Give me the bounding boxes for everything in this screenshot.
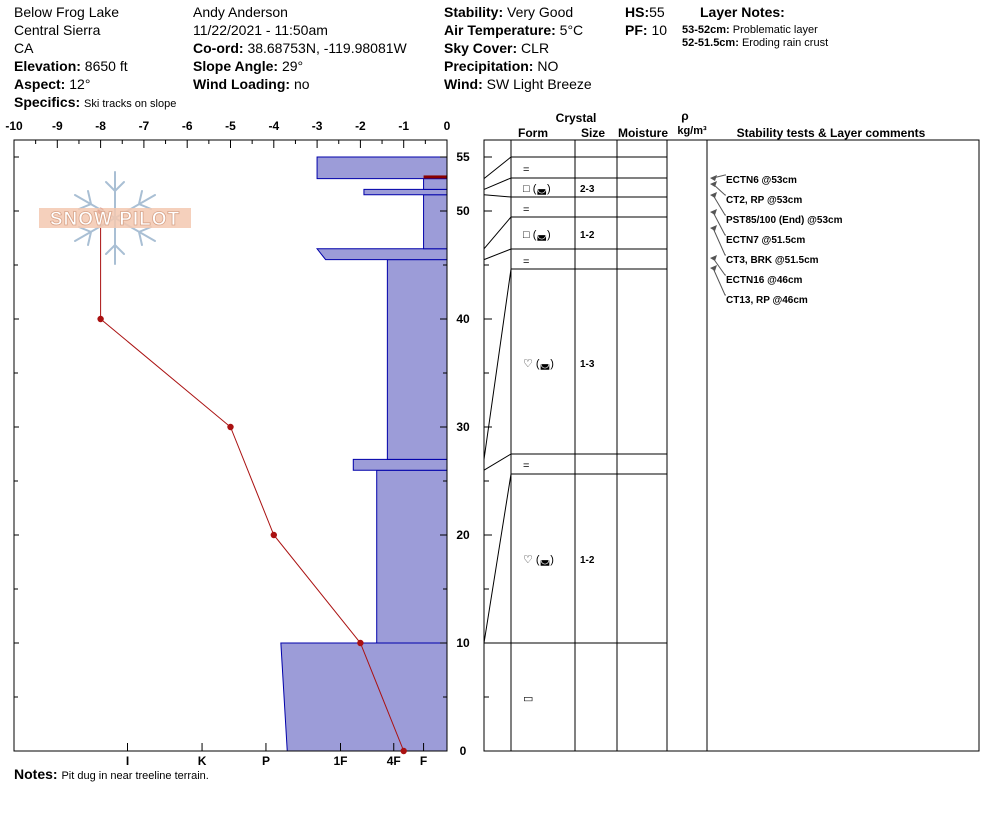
stability-value: Very Good [507,4,574,20]
crystal-header: Crystal [555,111,597,125]
pf-label: PF: [625,22,648,38]
observer-name: Andy Anderson [193,4,288,20]
hardness-tick-label: K [197,754,207,768]
stability-test: CT3, BRK @51.5cm [726,255,819,266]
specifics-value: Ski tracks on slope [84,98,177,110]
wind-value: SW Light Breeze [486,76,592,92]
elevation-label: Elevation: [14,58,81,74]
location-name: Below Frog Lake [14,4,120,20]
specifics-label: Specifics: [14,94,81,110]
temperature-point [227,424,233,430]
stability-arrow [710,255,717,261]
layer-size: 1-2 [580,555,595,566]
stability-test: ECTN16 @46cm [726,275,803,286]
layer-note-text: Eroding rain crust [741,37,829,49]
depth-tick-label: 30 [456,420,470,434]
stability-arrow [710,175,717,181]
stability-test: CT13, RP @46cm [726,295,808,306]
layer-notes-title: Layer Notes: [700,4,785,20]
layer-note-range: 52-51.5cm: [682,37,739,49]
wind-label: Wind: [444,76,483,92]
temperature-tick-label: -6 [181,119,193,133]
layer-form: ♡ (◛) [523,358,554,370]
depth-tick-label: 55 [456,150,470,164]
table-frame [484,140,979,751]
temperature-tick-label: -3 [311,119,323,133]
hs-value: 55 [649,4,665,20]
layer-form: ♡ (◛) [523,554,554,566]
air-temp-value: 5°C [559,22,584,38]
stability-leader [713,228,726,255]
stability-label: Stability: [444,4,504,20]
range-name: Central Sierra [14,22,101,38]
layer-table [484,140,979,751]
wind-loading-label: Wind Loading: [193,76,291,92]
layer-size: 1-2 [580,230,595,241]
layer-form: = [523,164,530,176]
hardness-layer [364,189,447,194]
snowpilot-logo [39,172,191,264]
hs-label: HS: [625,4,650,20]
elevation-value: 8650 ft [84,58,128,74]
temperature-tick-label: -4 [268,119,280,133]
size-header: Size [580,126,606,140]
hardness-layers [281,157,447,751]
air-temp-label: Air Temperature: [444,22,556,38]
temperature-point [401,748,407,754]
form-header: Form [518,126,548,140]
temperature-tick-label: -7 [138,119,150,133]
temperature-tick-label: -9 [51,119,63,133]
coord-value: 38.68753N, -119.98081W [247,40,407,56]
layer-note-range: 53-52cm: [682,24,730,36]
stability-test: CT2, RP @53cm [726,195,803,206]
layer-note-text: Problematic layer [732,24,818,36]
datetime: 11/22/2021 - 11:50am [193,22,328,38]
depth-tick-label: 20 [456,528,470,542]
depth-tick-label: 50 [456,204,470,218]
depth-tick-label: 0 [459,744,467,758]
layer-form: = [523,204,530,216]
depth-tick-label: 10 [456,636,470,650]
notes-label: Notes: [14,766,58,782]
hardness-layer [424,179,447,190]
stability-tests [710,175,843,306]
density-unit: kg/m³ [677,125,707,137]
stability-test: ECTN7 @51.5cm [726,235,806,246]
temperature-tick-label: -5 [225,119,236,133]
stability-test: PST85/100 (End) @53cm [726,215,843,226]
temperature-tick-label: -1 [398,119,410,133]
hardness-tick-label: I [125,754,130,768]
stability-test: ECTN6 @53cm [726,175,797,186]
layer-size: 1-3 [580,359,595,370]
aspect-value: 12° [69,76,91,92]
temperature-tick-label: -8 [95,119,106,133]
hardness-layer [317,249,447,260]
hardness-tick-label: 1F [333,754,348,768]
precip-label: Precipitation: [444,58,534,74]
temperature-point [97,316,103,322]
coord-label: Co-ord: [193,40,244,56]
layer-form: = [523,256,530,268]
hardness-tick-label: F [419,754,428,768]
stability-arrow [710,192,717,198]
depth-tick-label: 40 [456,312,470,326]
temperature-point [357,640,363,646]
wind-loading-value: no [293,76,310,92]
slope-value: 29° [281,58,304,74]
crust-layer [424,175,447,178]
temperature-tick-label: 0 [443,119,451,133]
temperature-axis [5,119,450,148]
layer-form: ▭ [523,693,534,705]
density-rho: ρ [681,109,689,123]
temperature-tick-label: -10 [5,119,23,133]
layer-size: 2-3 [580,184,595,195]
pf-value: 10 [651,22,668,38]
precip-value: NO [537,58,559,74]
hardness-tick-label: 4F [386,754,401,768]
sky-label: Sky Cover: [444,40,518,56]
logo-text: SNOW PILOT [49,209,181,230]
layer-form: □ (◛) [523,229,551,241]
moisture-header: Moisture [617,126,669,140]
temperature-tick-label: -2 [355,119,366,133]
hardness-layer [317,157,447,179]
layer-form: = [523,460,530,472]
layer-rows [523,164,595,705]
hardness-layer [281,643,447,751]
notes-value: Pit dug in near treeline terrain. [61,770,209,782]
stability-leader [713,268,726,295]
temperature-point [271,532,277,538]
stability-arrow [710,209,717,215]
layer-form: □ (◛) [523,183,551,195]
hardness-layer [387,260,447,460]
aspect-label: Aspect: [14,76,66,92]
stability-header: Stability tests & Layer comments [736,126,926,140]
sky-value: CLR [521,40,550,56]
hardness-tick-label: P [261,754,270,768]
state-name: CA [14,40,34,56]
hardness-layer [424,195,447,249]
layer-table-header [518,109,926,140]
slope-label: Slope Angle: [193,58,279,74]
hardness-layer [377,470,447,643]
hardness-layer [353,459,447,470]
